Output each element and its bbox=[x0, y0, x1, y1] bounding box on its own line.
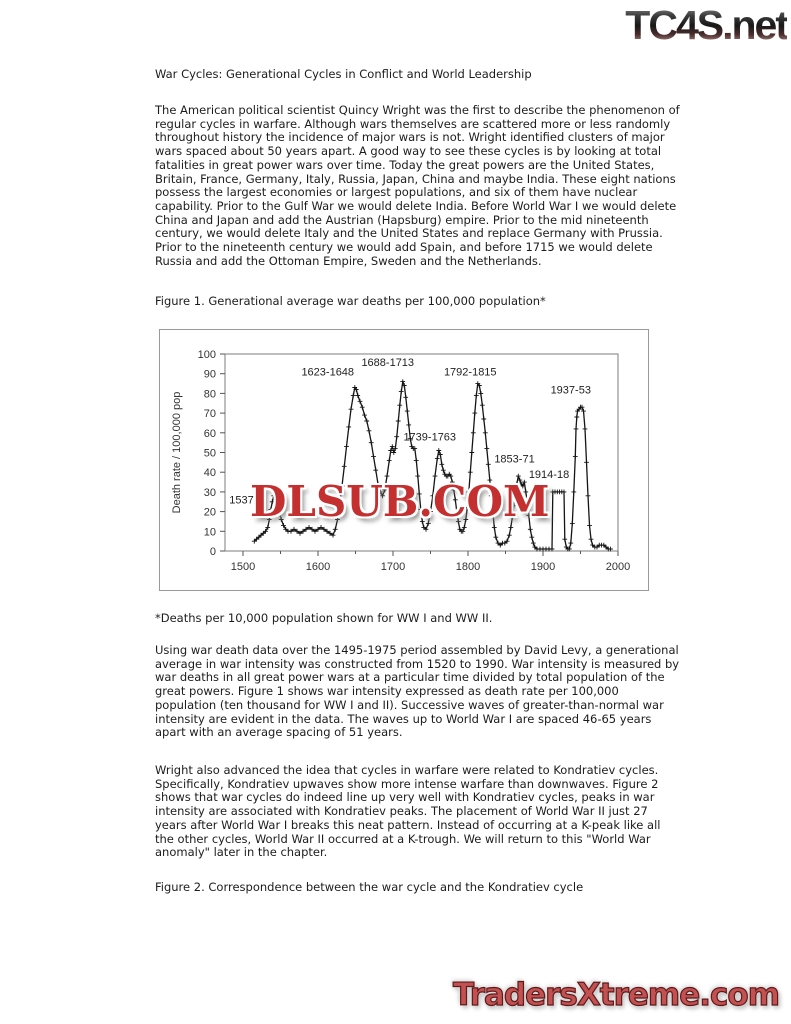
figure1-caption: Figure 1. Generational average war deaths per 100,000 population* bbox=[155, 294, 546, 308]
svg-text:1688-1713: 1688-1713 bbox=[361, 356, 415, 369]
war-deaths-line-chart bbox=[160, 330, 648, 590]
tradersxtreme-site-logo[interactable]: TradersXtreme.com bbox=[452, 977, 779, 1013]
svg-text:1853-71: 1853-71 bbox=[494, 453, 535, 466]
svg-text:70: 70 bbox=[203, 408, 216, 421]
svg-text:1700: 1700 bbox=[380, 561, 406, 573]
paragraph-kondratiev: Wright also advanced the idea that cycles in warfare were related to Kondratiev cycles. Specifically, Kondratiev upwaves show more intense warfare than downwaves. Figure 2 shows that war cycles do indeed line up very well with Kondratiev cycles, peaks in war intensity are associated with Kondratiev peaks. The placement of World War II just 27 years after World War I breaks this neat pattern. Instead of occurring at a K-peak like all the other cycles, World War II occurred at a K-trough. We will return to this "World War anomaly" later in the chapter. bbox=[155, 763, 661, 860]
svg-text:1600: 1600 bbox=[305, 561, 331, 573]
svg-text:30: 30 bbox=[203, 486, 216, 499]
paragraph-intro: The American political scientist Quincy Wright was the first to describe the phenomenon of regular cycles in warfare. Although wars themselves are scattered more or less randomly throughout history the incidence of major wars is not. Wright identified clusters of major wars spaced about 50 years apart. A good way to see these cycles is by looking at total fatalities in great power wars over time. Today the great powers are the United States, Britain, France, Germany, Italy, Russia, Japan, China and maybe India. These eight nations possess the largest economies or largest populations, and six of them have nuclear capability. Prior to the Gulf War we would delete India. Before World War I we would delete China and Japan and add the Austrian (Hapsburg) empire. Prior to the mid nineteenth century, we would delete Italy and the United States and replace Germany with Prussia. Prior to the nineteenth century we would add Spain, and before 1715 we would delete Russia and add the Ottoman Empire, Sweden and the Netherlands. bbox=[155, 103, 680, 268]
paragraph-method: Using war death data over the 1495-1975 period assembled by David Levy, a generational average in war intensity was constructed from 1520 to 1990. War intensity is measured by war deaths in all great power wars at a particular time divided by total population of the great powers. Figure 1 shows war intensity expressed as death rate per 100,000 population (ten thousand for WW I and II). Successive waves of greater-than-normal war intensity are evident in the data. The waves up to World War I are spaced 46-65 years apart with an average spacing of 51 years. bbox=[155, 643, 680, 740]
svg-text:1800: 1800 bbox=[455, 561, 481, 573]
svg-text:10: 10 bbox=[203, 526, 216, 539]
svg-text:2000: 2000 bbox=[605, 561, 631, 573]
tc4s-site-logo[interactable]: TC4S.net bbox=[625, 2, 787, 48]
svg-text:1623-1648: 1623-1648 bbox=[301, 366, 355, 379]
svg-text:1900: 1900 bbox=[530, 561, 556, 573]
svg-text:0: 0 bbox=[209, 546, 216, 558]
figure1-war-deaths-chart bbox=[159, 329, 649, 591]
svg-text:1914-18: 1914-18 bbox=[528, 469, 570, 482]
svg-text:1537: 1537 bbox=[229, 494, 254, 507]
dlsub-watermark: DLSUB.COM bbox=[250, 477, 550, 526]
svg-text:1937-53: 1937-53 bbox=[550, 384, 591, 397]
svg-text:Death rate / 100,000 pop: Death rate / 100,000 pop bbox=[171, 391, 183, 514]
svg-text:1792-1815: 1792-1815 bbox=[443, 366, 497, 379]
svg-text:1500: 1500 bbox=[230, 561, 256, 573]
svg-text:40: 40 bbox=[203, 467, 216, 480]
figure1-footnote: *Deaths per 10,000 population shown for WW I and WW II. bbox=[155, 611, 493, 625]
svg-text:50: 50 bbox=[203, 447, 216, 460]
figure2-caption: Figure 2. Correspondence between the war cycle and the Kondratiev cycle bbox=[155, 880, 584, 894]
svg-text:60: 60 bbox=[203, 427, 216, 440]
svg-text:1739-1763: 1739-1763 bbox=[403, 431, 457, 444]
page-title: War Cycles: Generational Cycles in Conflict and World Leadership bbox=[155, 67, 532, 81]
svg-text:90: 90 bbox=[203, 368, 216, 381]
svg-text:20: 20 bbox=[203, 506, 216, 519]
svg-text:80: 80 bbox=[203, 388, 216, 401]
svg-text:100: 100 bbox=[197, 349, 216, 361]
